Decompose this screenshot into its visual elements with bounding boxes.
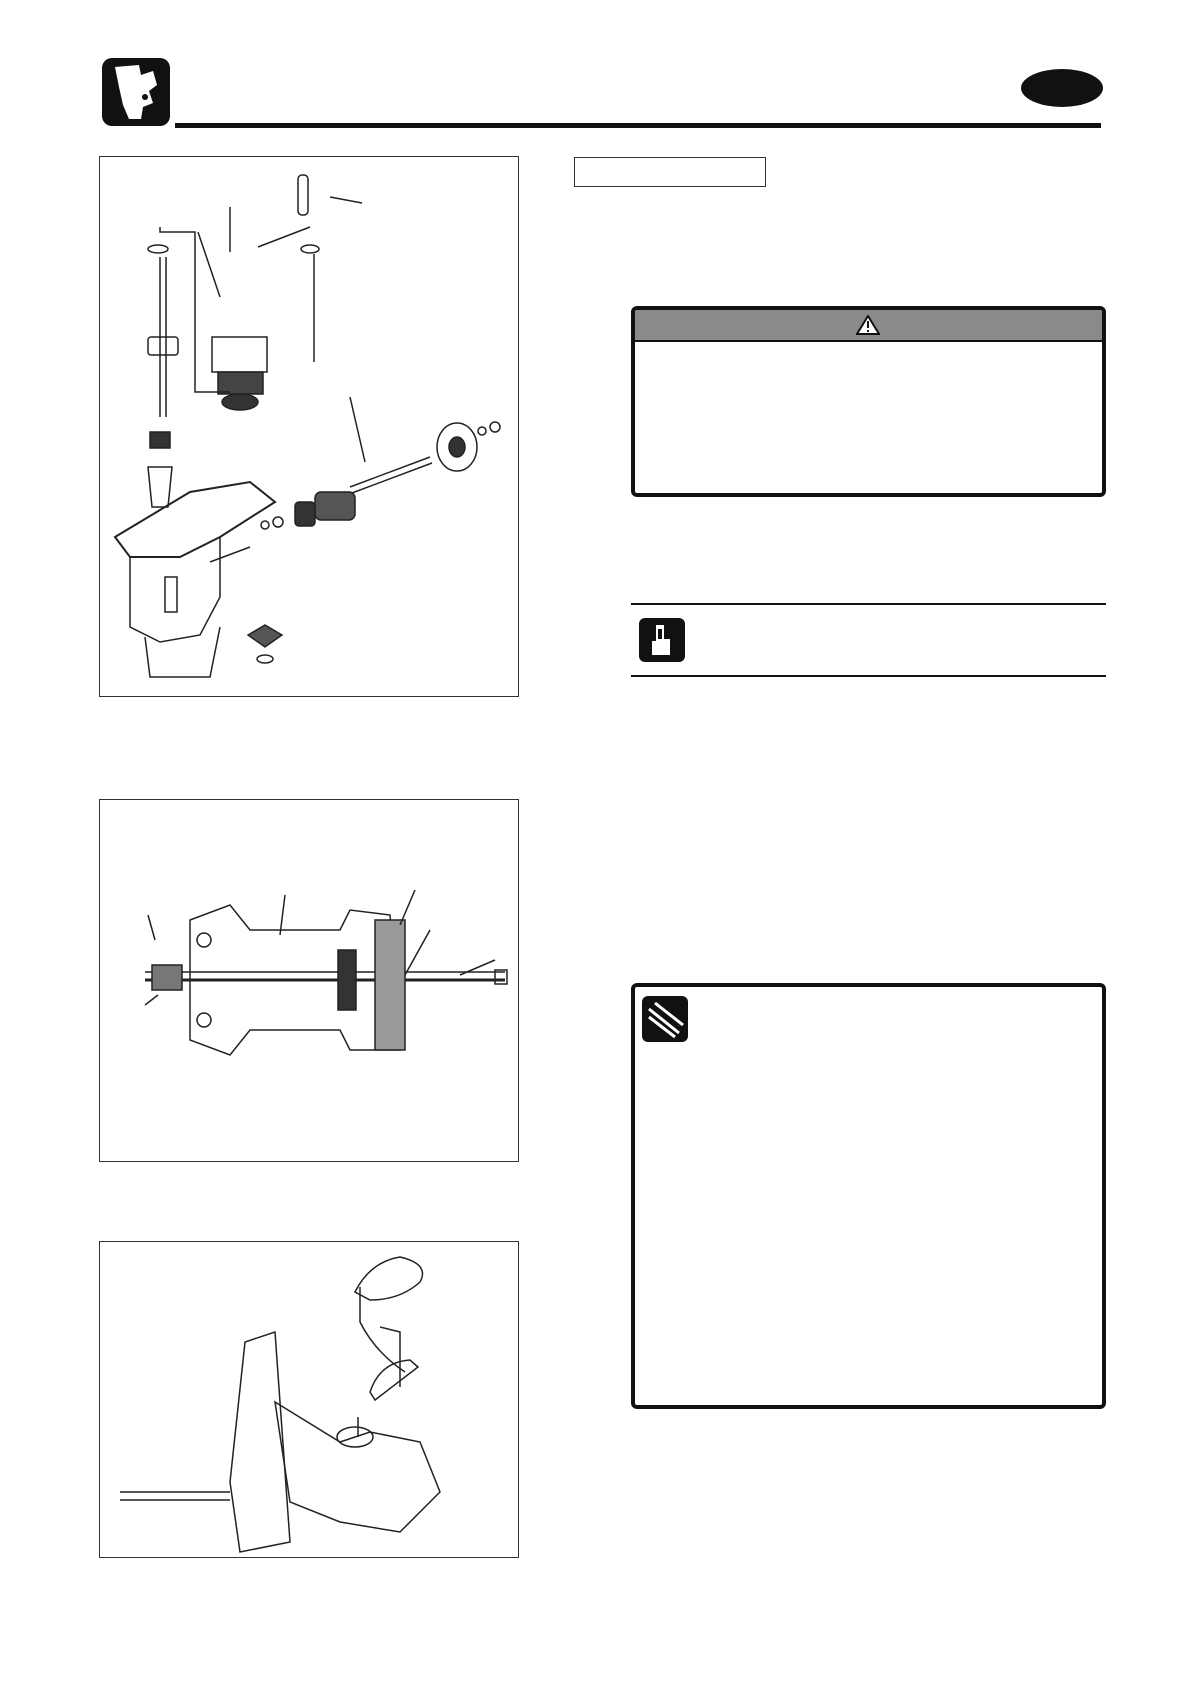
lower-unit-drain-screw-illustration xyxy=(99,1241,519,1558)
note-rule-bottom xyxy=(631,675,1106,677)
service-data-box xyxy=(631,983,1106,1409)
propeller-shaft-housing-cross-section xyxy=(99,799,519,1162)
warning-box xyxy=(631,306,1106,497)
note-hand-icon xyxy=(638,617,686,663)
language-badge xyxy=(1021,69,1103,107)
note-rule-top xyxy=(631,603,1106,605)
service-data-icon xyxy=(641,995,689,1043)
section-label-box xyxy=(574,157,766,187)
lower-unit-exploded-view xyxy=(99,156,519,697)
header-rule xyxy=(175,123,1101,128)
lower-unit-icon xyxy=(101,57,171,127)
warning-triangle-icon xyxy=(856,315,880,335)
warning-header xyxy=(635,310,1102,342)
